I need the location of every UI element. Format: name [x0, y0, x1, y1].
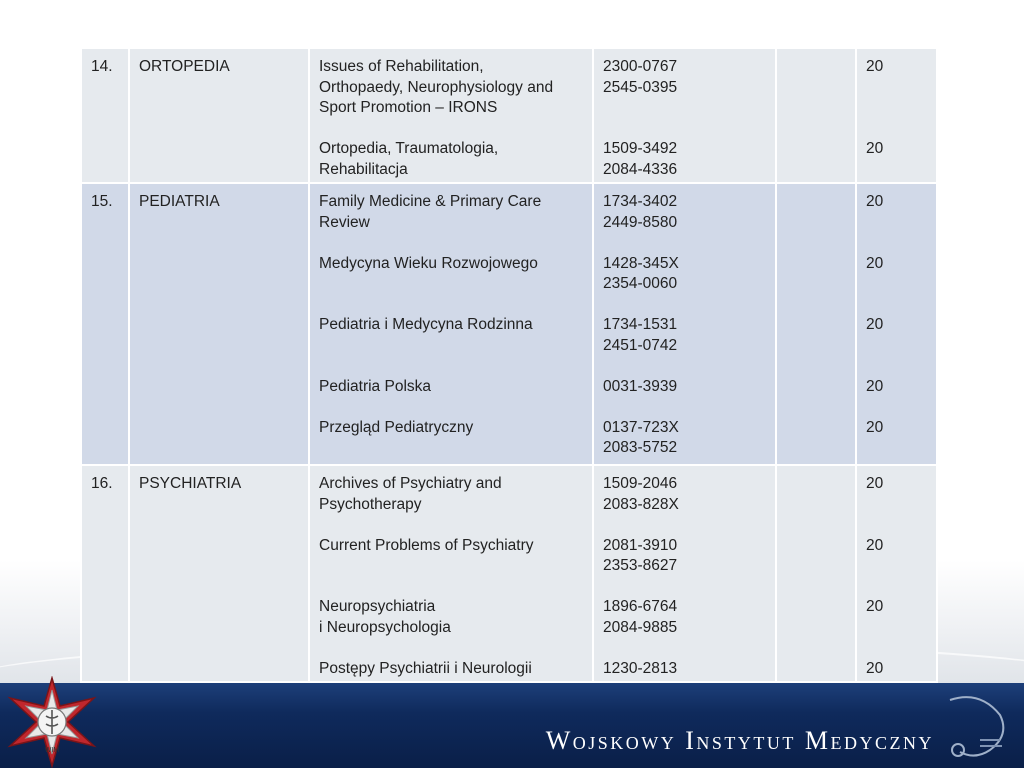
points-values [856, 183, 937, 465]
journal-title-line: Postępy Psychiatrii i Neurologii [319, 659, 532, 677]
points-value: 20 [866, 418, 884, 436]
journal-title-line: Psychotherapy [319, 495, 422, 513]
issn-line: 2083-5752 [603, 439, 678, 456]
journal-title-line: Przegląd Pediatryczny [319, 418, 474, 436]
row-number: 16. [81, 465, 129, 682]
journal-titles [309, 183, 593, 465]
points-values [856, 48, 937, 183]
points-value: 20 [866, 377, 884, 395]
issn-line: 2084-4336 [603, 160, 678, 178]
issn-line: 1509-3492 [603, 140, 678, 157]
issn-line: 1509-2046 [603, 475, 678, 492]
issn-line: 2451-0742 [603, 336, 678, 354]
journal-title-line: Sport Promotion – IRONS [319, 99, 498, 116]
issn-line: 2300-0767 [603, 58, 678, 75]
points-value: 20 [866, 58, 884, 75]
issn-line: 1896-6764 [603, 598, 678, 615]
emblem-text: WIM [44, 747, 60, 754]
discipline-name: PSYCHIATRIA [129, 465, 309, 682]
discipline-name: ORTOPEDIA [129, 48, 309, 183]
journal-title-line: Pediatria Polska [319, 377, 432, 395]
journal-title-line: Orthopaedy, Neurophysiology and [319, 78, 554, 96]
issn-line: 2081-3910 [603, 536, 678, 554]
table-row [81, 48, 937, 183]
journal-title-line: Family Medicine & Primary Care [319, 193, 542, 210]
issn-line: 0137-723X [603, 418, 679, 436]
stethoscope-icon [940, 690, 1010, 765]
points-values [856, 465, 937, 682]
points-value: 20 [866, 140, 884, 157]
journal-title-line: Medycyna Wieku Rozwojowego [319, 254, 538, 272]
issn-line: 2354-0060 [603, 275, 678, 292]
issn-line: 2353-8627 [603, 557, 678, 574]
issn-line: 1734-3402 [603, 193, 678, 210]
row-number: 15. [81, 183, 129, 465]
issn-line: 1734-1531 [603, 316, 678, 333]
points-value: 20 [866, 254, 884, 272]
journal-title-line: i Neuropsychologia [319, 618, 451, 636]
empty-cell [776, 183, 856, 465]
journal-title-line: Ortopedia, Traumatologia, [319, 140, 499, 157]
points-value: 20 [866, 316, 884, 333]
journal-title-line: Issues of Rehabilitation, [319, 58, 484, 75]
issn-line: 2083-828X [603, 495, 679, 513]
row-number: 14. [81, 48, 129, 183]
table-row [81, 183, 937, 465]
issn-line: 2084-9885 [603, 618, 678, 636]
military-cross-emblem-icon [6, 676, 98, 768]
journal-title-line: Archives of Psychiatry and [319, 475, 502, 492]
issn-values [593, 465, 776, 682]
empty-cell [776, 48, 856, 183]
points-value: 20 [866, 659, 884, 677]
discipline-name: PEDIATRIA [129, 183, 309, 465]
journal-title-line: Neuropsychiatria [319, 598, 436, 615]
journal-table [80, 47, 938, 683]
table-row [81, 465, 937, 682]
points-value: 20 [866, 475, 884, 492]
issn-line: 2449-8580 [603, 213, 678, 231]
journal-titles [309, 48, 593, 183]
issn-values [593, 48, 776, 183]
points-value: 20 [866, 536, 884, 554]
issn-values [593, 183, 776, 465]
issn-line: 1230-2813 [603, 659, 678, 677]
empty-cell [776, 465, 856, 682]
journal-title-line: Review [319, 213, 370, 231]
journal-title-line: Pediatria i Medycyna Rodzinna [319, 316, 533, 333]
issn-line: 0031-3939 [603, 377, 678, 395]
issn-line: 2545-0395 [603, 78, 678, 96]
institute-name: Wojskowy Instytut Medyczny [545, 726, 934, 755]
journal-titles [309, 465, 593, 682]
issn-line: 1428-345X [603, 254, 679, 272]
points-value: 20 [866, 598, 884, 615]
journal-title-line: Current Problems of Psychiatry [319, 536, 534, 554]
journal-title-line: Rehabilitacja [319, 160, 408, 178]
points-value: 20 [866, 193, 884, 210]
